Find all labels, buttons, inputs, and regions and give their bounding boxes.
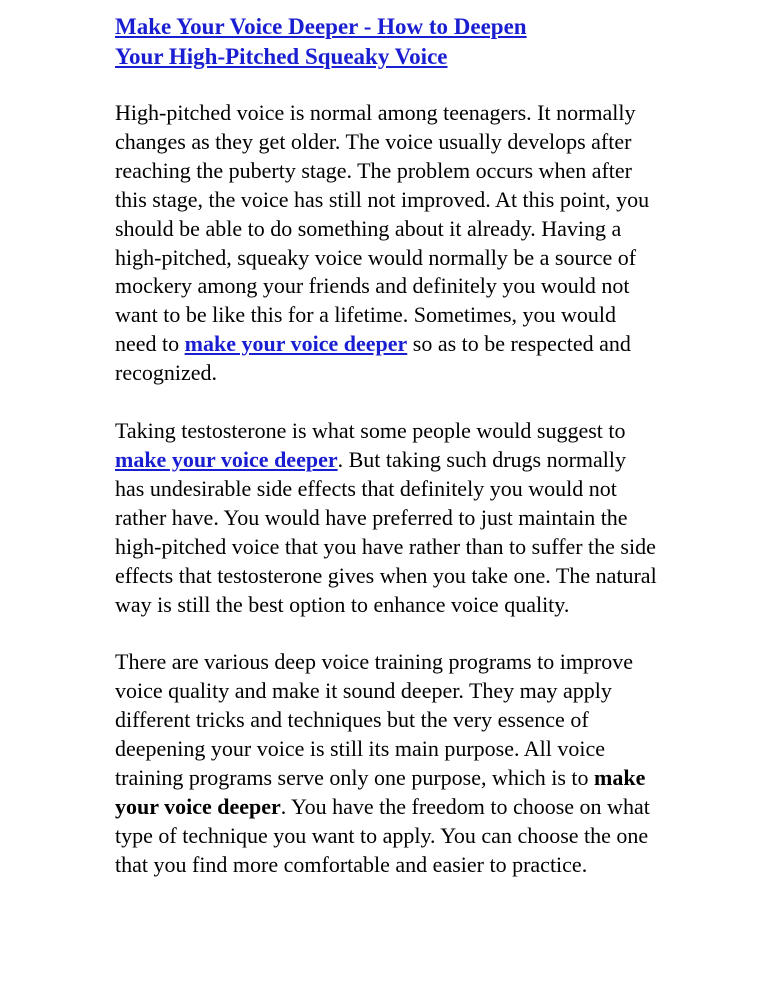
page-title: [115, 12, 660, 71]
title-line-1: Make Your Voice Deeper - How to Deepen: [115, 14, 527, 39]
paragraph-2-text-after: . But taking such drugs normally has undesirable side effects that definitely you would not rather have. You would have preferred to just maintain the high-pitched voice that you have rather than to suffer the side effects that testosterone gives when you take one. The natural way is still the best option to enhance voice quality.: [115, 446, 657, 617]
paragraph-1-text-after: so as to be respected and recognized.: [115, 331, 631, 386]
paragraph-3-text-after: . You have the freedom to choose on what type of technique you want to apply. You can choose the one that you find more comfortable and easier to practice.: [115, 793, 650, 877]
make-your-voice-deeper-link-2[interactable]: make your voice deeper: [115, 446, 338, 472]
paragraph-1: [115, 99, 660, 388]
make-your-voice-deeper-bold: make your voice deeper: [115, 765, 646, 819]
paragraph-3: [115, 648, 660, 879]
paragraph-2: [115, 417, 660, 619]
title-line-2: Your High-Pitched Squeaky Voice: [115, 43, 448, 69]
paragraph-3-text-before: There are various deep voice training programs to improve voice quality and make it sound deeper. They may apply different tricks and techniques but the very essence of deepening your voice is still its main purpose. All voice training programs serve only one purpose, which is to: [115, 649, 634, 791]
title-link[interactable]: [115, 14, 527, 69]
paragraph-1-text-before: High-pitched voice is normal among teenagers. It normally changes as they get older. The voice usually develops after reaching the puberty stage. The problem occurs when after this stage, the voice has still not improved. At this point, you should be able to do something about it already. Having a high-pitched, squeaky voice would normally be a source of mockery among your friends and definitely you would not want to be like this for a lifetime. Sometimes, you would need to: [115, 100, 650, 357]
paragraph-2-text-before: Taking testosterone is what some people would suggest to: [115, 418, 626, 444]
make-your-voice-deeper-link-1[interactable]: make your voice deeper: [184, 331, 408, 357]
document-page: [115, 12, 660, 909]
